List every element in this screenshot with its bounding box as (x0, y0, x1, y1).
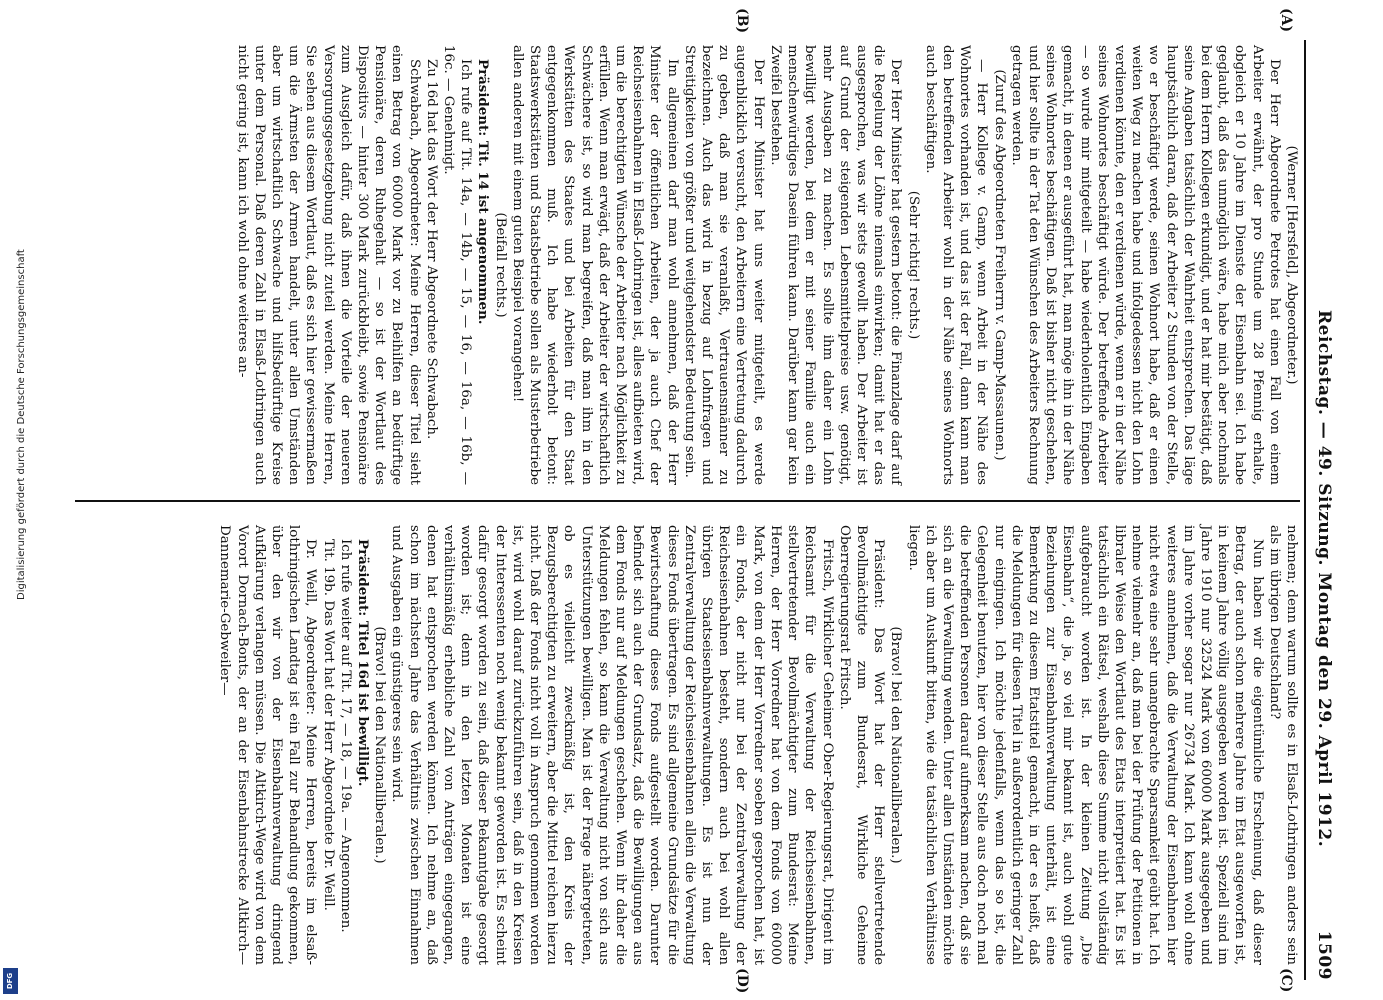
page-header (1306, 40, 1336, 980)
digitization-credit-text: Digitalisierung gefördert durch die Deutsche Forschungsgemeinschaft (16, 249, 27, 600)
paragraph: nehmen; denn warum sollte es in Elsaß-Lothringen anders sein als im übrigen Deutschland? (1266, 525, 1299, 965)
paragraph: Ich rufe auf Tit. 14a, — 14b, — 15, — 16, — 16a, — 16b, — 16c. — Genehmigt. (441, 45, 474, 485)
paragraph: (Zuruf des Abgeordneten Freiherrn v. Gamp-Massaunen.) (991, 69, 1007, 461)
paragraph: Dr. Weill, Abgeordneter: Meine Herren, bereits im elsaß-lothringischen Landtag ist ein Fall zur Behandlung gekommen, über den wir von der Eisenbahnverwaltung dringend Aufklärung verlangen müssen. Die Altkirch-Wege wird von dem Vorort Dornach-Bonts, der an der Eisenbahnstrecke Altkirch—Dannemarie-Gebweiler— (217, 525, 319, 965)
paragraph: Der Herr Minister hat uns weiter mitgeteilt, es werde augenblicklich versucht, den Arbeitern eine Vertretung dadurch zu geben, daß man sie veranlaßt, Vertrauensmänner zu bezeichnen. Auch das wird in bezug auf Lohnfragen und Streitigkeiten von größter und weitgehendster Bedeutung sein. (681, 45, 766, 485)
paragraph: (Bravo! bei den Nationalliberalen.) (888, 626, 904, 864)
right-column (216, 525, 1300, 965)
margin-mark-a: (A) (1278, 8, 1294, 33)
paragraph: Im allgemeinen darf man wohl annehmen, daß der Herr Minister der öffentlichen Arbeiten, der ja auch Chef der Reichseisenbahnen in Elsaß-Lothringen ist, alles aufbieten wird, um die berechtigten Wünsche der Arbeiter nach Möglichkeit zu erfüllen. Wenn man erwägt, daß der Arbeiter der wirtschaftlich Schwächere ist, so wird man begreifen, daß man ihm in den Werkstätten des Staates und bei Arbeiten für den Staat entgegenkommen muß. Ich habe wiederholt betont: Staatswerkstätten und Staatsbetriebe sollen als Musterbetriebe allen anderen mit einem guten Beispiel vorangehen! (509, 45, 680, 485)
paragraph: Der Herr Minister hat gestern betont: die Finanzlage darf auf die Regelung der Löhne niemals einwirken; damit hat er das ausgesprochen, was wir stets gewollt haben. Der Arbeiter ist auf Grund der steigenden Lebensmittelpreise usw. genötigt, mehr Ausgaben zu machen. Es sollte ihm daher ein Lohn bewilligt werden, bei dem er mit seiner Familie auch ein menschenwürdiges Dasein führen kann. Darüber kann gar kein Zweifel bestehen. (767, 45, 904, 485)
paragraph: (Beifall rechts.) (492, 212, 508, 318)
paragraph: (Werner [Hersfeld], Abgeordneter.) (1284, 145, 1299, 385)
paragraph: Präsident: Das Wort hat der Herr stellvertretende Bevollmächtigte zum Bundesrat, Wirkliche Geheime Oberregierungsrat Fritsch. (836, 525, 887, 965)
dfg-logo-text: DFG (6, 972, 15, 990)
paragraph: Ich rufe weiter auf Tit. 17, — 18, — 19a. — Angenommen. (337, 539, 353, 933)
paragraph: (Bravo! bei den Nationalliberalen.) (372, 626, 388, 864)
margin-mark-b: (B) (734, 8, 750, 34)
dfg-logo (3, 968, 18, 994)
margin-mark-c: (C) (1278, 968, 1294, 993)
digitization-credit-strip (0, 0, 27, 1000)
paragraph: — Herr Kollege v. Gamp, wenn Arbeit in der Nähe des Wohnortes vorhanden ist, und das ist der Fall, dann kann man den betreffenden Arbeiter wohl in der Nähe seines Wohnorts auch beschäftigen. (922, 45, 990, 485)
paragraph: Nun haben wir die eigentümliche Erscheinung, daß dieser Betrag, der auch schon mehrere Jahre im Etat ausgeworfen ist, in keinem Jahre völlig ausgegeben worden ist. Speziell sind im Jahre 1910 nur 32524 Mark von 60000 Mark ausgegeben und im Jahre vorher sogar nur 26734 Mark. Ich kann wohl ohne weiteres annehmen, daß die Verwaltung der Eisenbahnen hier nicht etwa eine sehr unangebrachte Sparsamkeit geübt hat. Ich nehme vielmehr an, daß man bei der Prüfung der Petitionen in libraler Weise den Wortlaut des Etats interpretiert hat. Es ist tatsächlich ein Rätsel, weshalb diese Summe nicht vollständig aufgebraucht worden ist. In der kleinen Zeitung „Die Eisenbahn“, die ja, so viel mir bekannt ist, auch wohl gute Beziehungen zur Eisenbahnverwaltung unterhält, ist eine Bemerkung zu diesem Etatstitel gemacht, in der es heißt, daß die Meldungen für diesen Titel in außerordentlich geringer Zahl nur eingingen. Ich möchte jedenfalls, wenn das so ist, die Gelegenheit benutzen, hier von dieser Stelle aus doch noch mal die betreffenden Personen darauf aufmerksam machen, daß sie sich an die Verwaltung wenden. Unter allen Umständen möchte ich aber um Auskunft bitten, wie die tatsächlichen Verhältnisse liegen. (905, 525, 1265, 965)
paragraph: Schwabach, Abgeordneter: Meine Herren, dieser Titel sieht einen Betrag von 60000 Mark vor zu Beihilfen an bedürftige Pensionäre, deren Ruhegehalt — so ist der Wortlaut des Dispositivs — hinter 300 Mark zurückbleibt, sowie Pensionäre zum Ausgleich dafür, daß ihnen die Vorteile der neueren Versorgungsgesetzgebung nicht zuteil werden. Meine Herren, Sie sehen aus diesem Wortlaut, daß es sich hier gewissermaßen um die Ärmsten der Armen handelt, unter allen Umständen aber um wirtschaftlich Schwache und hilfsbedürftige Kreise unter dem Personal. Daß deren Zahl in Elsaß-Lothringen auch nicht gering ist, kann ich wohl ohne weiteres an- (234, 45, 422, 485)
rotated-newspaper-page (30, 0, 1340, 1000)
paragraph: (Sehr richtig! rechts.) (905, 190, 921, 340)
paragraph: Der Herr Abgeordnete Petrotes hat einen Fall von einem Arbeiter erwähnt, der pro Stunde um 28 Pfennig erhalte, obgleich er 10 Jahre im Dienste der Eisenbahn sei. Ich habe geglaubt, daß das unmöglich wäre, habe mich aber nochmals bei dem Herrn Kollegen erkundigt, und er hat mir bestätigt, daß seine Angaben tatsächlich der Wahrheit entsprechen. Das läge hauptsächlich daran, daß der Arbeiter 2 Stunden von der Stelle, wo er beschäftigt werde, seinen Wohnort habe, daß er einen weiten Weg zu machen habe und infolgedessen nicht den Lohn verdienen könnte, den er verdienen würde, wenn er in der Nähe seines Wohnortes beschäftigt würde. Der betreffende Arbeiter — so wurde mir mitgeteilt — habe wiederholentlich Eingaben gemacht, in denen er ausgeführt hat, man möge ihn in der Nähe seines Wohnortes beschäftigen. Daß ist bisher nicht geschehen, und hier sollte in der Tat den Wünschen des Arbeiters Rechnung getragen werden. (1008, 45, 1282, 485)
header-title: Reichstag. — 49. Sitzung. Montag den 29. April 1912. (1314, 310, 1334, 848)
paragraph: Tit. 19b. Das Wort hat der Herr Abgeordnete Dr. Weill. (320, 539, 336, 911)
paragraph: Zu 16d hat das Wort der Herr Abgeordnete Schwabach. (423, 59, 439, 440)
page-number: 1509 (1314, 930, 1334, 980)
margin-mark-d: (D) (734, 968, 750, 994)
paragraph: Präsident: Titel 16d ist bewilligt. (355, 539, 372, 787)
left-column (233, 45, 1300, 485)
paragraph: Präsident: Tit. 14 ist angenommen. (475, 59, 492, 325)
paragraph: Fritsch, Wirklicher Geheimer Ober-Regierungsrat, Dirigent im Reichsamt für die Verwaltung der Reichseisenbahnen, stellvertretender Bevollmächtigter zum Bundesrat: Meine Herren, der Herr Vorredner hat von dem Fonds von 60000 Mark, von dem der Herr Vorredner soeben gesprochen hat, ist ein Fonds, der nicht nur bei der Zentralverwaltung der Reichseisenbahnen besteht, sondern auch bei wohl allen übrigen Staatseisenbahnverwaltungen. Es ist nun der Zentralverwaltung der Reichseisenbahnen allein die Verwaltung dieses Fonds übertragen. Es sind allgemeine Grundsätze für die Bewirtschaftung dieses Fonds aufgestellt worden. Darunter befindet sich auch der Grundsatz, daß die Bewilligungen aus dem Fonds nur auf Meldungen geschehen. Wenn ihr daher die Meldungen fehlen, so kann die Verwaltung nicht von sich aus Unterstützungen bewilligen. Man ist der Frage nähergetreten, ob es vielleicht zweckmäßig ist, den Kreis der Bezugsberechtigten zu erweitern, aber die Mittel reichen hierzu nicht. Daß der Fonds nicht voll in Anspruch genommen worden ist, wird wohl darauf zurückzuführen sein, daß in den Kreisen der Interessenten noch wenig bekannt geworden ist. Es scheint dafür gesorgt worden zu sein, daß dieser Bekanntgabe gesorgt worden ist; denn in den letzten Monaten ist eine verhältnismäßig erhebliche Zahl von Anträgen eingegangen, denen hat entsprochen werden können. Ich nehme an, daß schon im nächsten Jahre das Verhältnis zwischen Einnahmen und Ausgaben ein günstigeres sein wird. (389, 525, 835, 965)
header-rule (1304, 40, 1306, 980)
column-divider (75, 500, 1300, 502)
